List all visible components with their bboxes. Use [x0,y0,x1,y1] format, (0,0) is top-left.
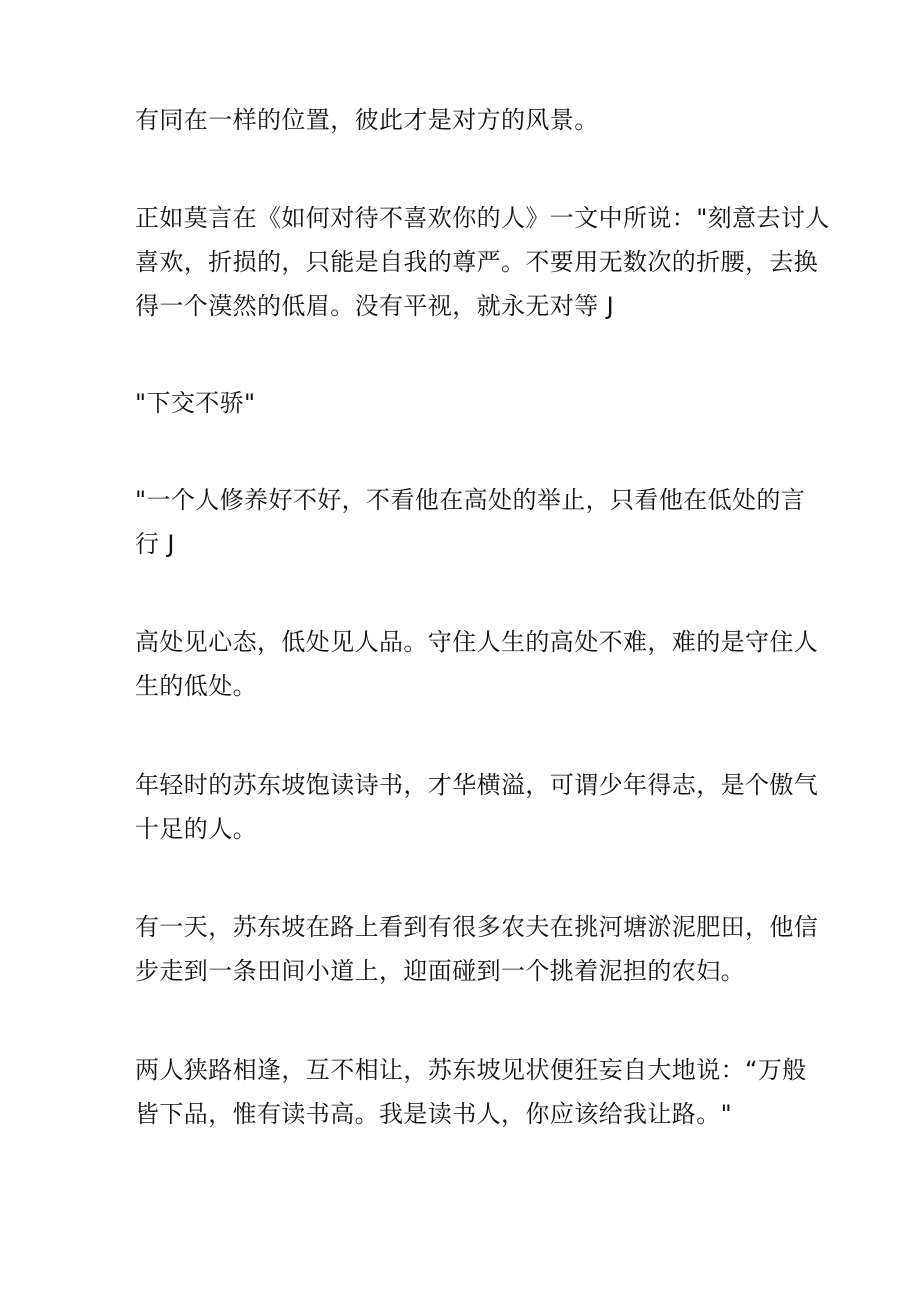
section-heading [135,381,795,425]
paragraph-high-low-places [135,620,819,708]
paragraph-cultivation-quote [135,478,806,566]
text-line: 高处见心态，低处见人品。守住人生的高处不难，难的是守住人 [135,628,819,656]
text-line: 十足的人。 [135,815,257,843]
text-line: 正如莫言在《如何对待不喜欢你的人》一文中所说："刻意去讨人 [135,204,830,232]
text-line: 生的低处。 [135,672,257,700]
text-line: 得一个漠然的低眉。没有平视，就永无对等 J [135,292,615,320]
text-line: 喜欢，折损的，只能是自我的尊严。不要用无数次的折腰，去换 [135,248,819,276]
text-line: 两人狭路相逢，互不相让，苏东坡见状便狂妄自大地说：“万般 [135,1056,807,1084]
text-line: 有一天，苏东坡在路上看到有很多农夫在挑河塘淤泥肥田，他信 [135,913,819,941]
paragraph-narrow-road-encounter [135,1048,807,1136]
text-line: "下交不骄" [135,389,256,417]
paragraph-position-scenery [135,98,795,142]
paragraph-su-dongpo-road [135,905,819,993]
text-line: 有同在一样的位置，彼此才是对方的风景。 [135,106,599,134]
paragraph-su-dongpo-youth [135,763,819,851]
paragraph-moyan-quote [135,196,830,328]
text-line: 皆下品，惟有读书高。我是读书人，你应该给我让路。" [135,1100,733,1128]
text-line: 行 J [135,530,175,558]
text-line: 年轻时的苏东坡饱读诗书，才华横溢，可谓少年得志，是个傲气 [135,771,819,799]
text-line: "一个人修养好不好，不看他在高处的举止，只看他在低处的言 [135,486,806,514]
text-line: 步走到一条田间小道上，迎面碰到一个挑着泥担的农妇。 [135,957,745,985]
